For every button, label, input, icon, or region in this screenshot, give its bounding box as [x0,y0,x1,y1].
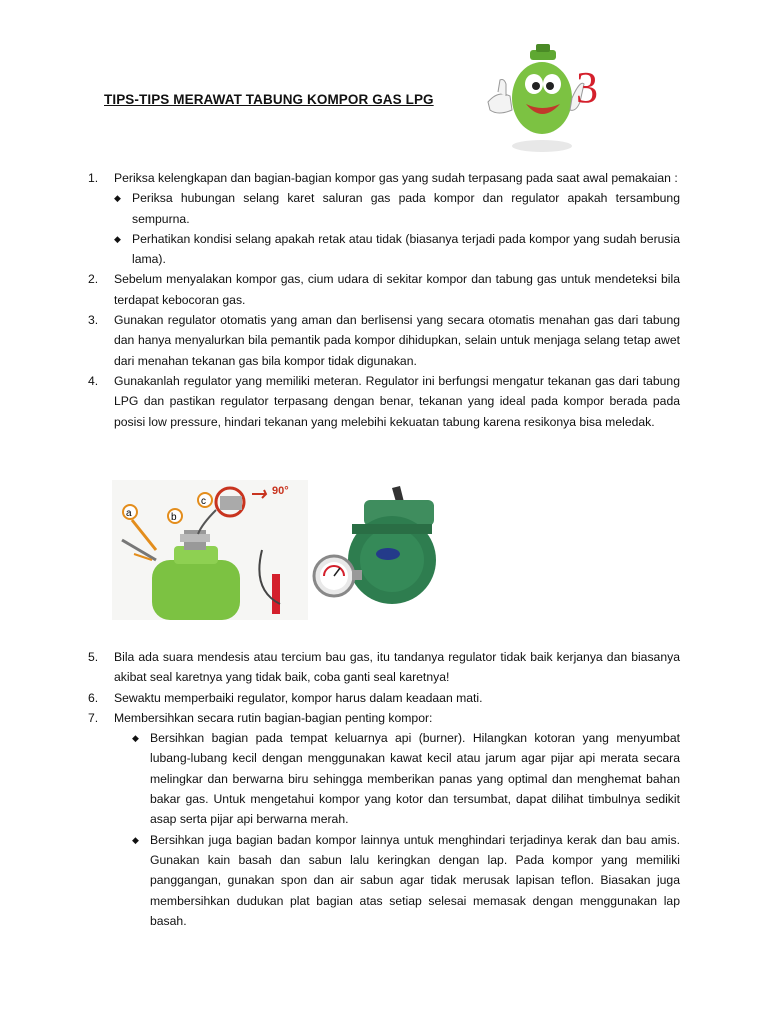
sub-item-text: Bersihkan bagian pada tempat keluarnya api (burner). Hilangkan kotoran yang menyumbat lubang-lubang kecil dengan menggunakan kawat kecil atau jarum agar pijar api merata secara melingkar dan berwarna biru sehingga memberikan panas yang optimal dan menghemat bahan bakar gas. Untuk mengetahui kompor yang kotor dan tersumbat, dapat dilihat timbulnya sedikit asap serta pijar api berwarna merah. [150,731,680,827]
tip-number: 4. [88,373,99,388]
regulator-illustrations [112,480,672,620]
tips-list-top [88,168,680,432]
sub-item [114,229,680,270]
diagram-angle-label: 90° [272,485,289,497]
tips-list-bottom [88,647,680,931]
tip-number: 6. [88,690,99,705]
tip-text: Sebelum menyalakan kompor gas, cium udara di sekitar kompor dan tabung gas untuk mendeteksi bila terdapat kebocoran gas. [114,272,680,307]
tip-item [88,310,680,371]
sub-item-text: Bersihkan juga bagian badan kompor lainnya untuk menghindari terjadinya kerak dan bau amis. Gunakan kain basah dan sabun lalu keringkan dengan lap. Pada kompor yang memiliki panggangan, gunakan spon dan air sabun agar tidak merusak lapisan teflon. Biasakan juga membersihkan dudukan plat bagian atas setiap selesai memasak dengan menggunakan lap basah. [150,832,680,928]
tip-text: Bila ada suara mendesis atau tercium bau gas, itu tandanya regulator tidak baik kerjanya dan biasanya akibat seal karetnya yang tidak baik, coba ganti seal karetnya! [114,650,680,685]
tip-item [88,708,680,728]
tip-item [88,371,680,432]
sub-item [132,830,680,931]
diamond-bullet-icon: ◆ [114,233,121,244]
sub-item [114,188,680,229]
diagram-label-b: b [171,512,177,523]
tip-text: Periksa kelengkapan dan bagian-bagian kompor gas yang sudah terpasang pada saat awal pemakaian : [114,171,678,185]
tip-number: 5. [88,650,99,664]
diagram-label-a: a [126,508,132,519]
tip-item [88,647,680,688]
diagram-label-c: c [201,496,206,507]
tip-text: Gunakanlah regulator yang memiliki meteran. Regulator ini berfungsi mengatur tekanan gas dari tabung LPG dan pastikan regulator terpasang dengan benar, tekanan yang ideal pada kompor berada pada posisi low pressure, hindari tekanan yang melebihi kekuatan tabung karena resikonya bisa meledak. [114,373,680,429]
sub-list [132,728,680,931]
tip-item [88,168,680,188]
document-title: TIPS-TIPS MERAWAT TABUNG KOMPOR GAS LPG [104,92,434,107]
diamond-bullet-icon: ◆ [114,193,121,204]
tip-text: Membersihkan secara rutin bagian-bagian penting kompor: [114,710,433,725]
tip-number: 7. [88,710,99,725]
tip-item [88,688,680,708]
tip-item [88,269,680,310]
regulator-with-gauge [314,486,436,604]
sub-item-text: Perhatikan kondisi selang apakah retak atau tidak (biasanya terjadi pada kompor yang sudah berusia lama). [132,231,680,267]
tip-text: Sewaktu memperbaiki regulator, kompor harus dalam keadaan mati. [114,690,483,705]
sub-item [132,728,680,829]
tip-text: Gunakan regulator otomatis yang aman dan berlisensi yang secara otomatis menahan gas dari tabung dan hanya menyalurkan bila pemantik pada kompor dihidupkan, selain untuk menjaga selang tetap awet dari menahan tekanan gas bila kompor tidak digunakan. [114,313,680,368]
tip-number: 1. [88,171,99,185]
installation-diagram [112,480,308,620]
sub-list [114,188,680,269]
sub-item-text: Periksa hubungan selang karet saluran gas pada kompor dan regulator apakah tersambung sempurna. [132,191,680,226]
tip-number: 3. [88,313,99,328]
diamond-bullet-icon: ◆ [132,834,139,845]
diamond-bullet-icon: ◆ [132,733,139,744]
tip-number: 2. [88,272,99,287]
mascot-badge: 3 [576,63,598,112]
illustration-row [112,480,672,620]
gas-cylinder-mascot-icon [480,40,600,156]
